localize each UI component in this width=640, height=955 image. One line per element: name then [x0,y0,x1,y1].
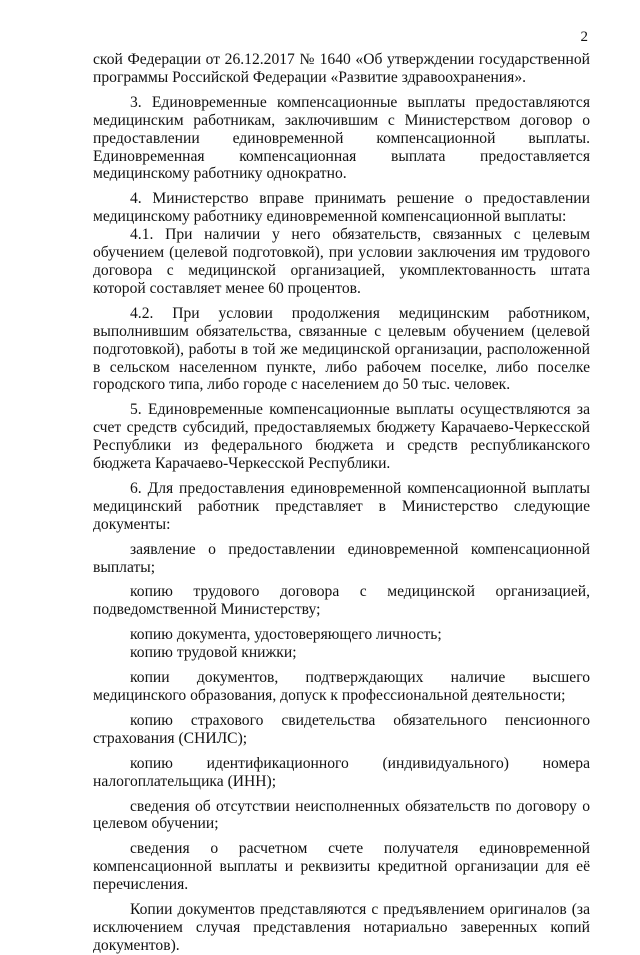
page-number: 2 [580,29,588,45]
document-list-item: заявление о предоставлении единовременной компенсационной выплаты; [93,540,590,576]
document-list-item: копию трудового договора с медицинской организацией, подведомственной Министерству; [93,583,590,619]
document-list-item: копии документов, подтверждающих наличие высшего медицинского образования, допуск к профессиональной деятельности; [93,669,590,704]
paragraph-continuation: ской Федерации от 26.12.2017 № 1640 «Об утверждении государственной программы Российской Федерации «Развитие здравоохранения». [93,51,590,86]
document-list-item: копию идентификационного (индивидуального) номера налогоплательщика (ИНН); [93,754,590,790]
paragraph-4-2: 4.2. При условии продолжения медицинским работником, выполнившим обязательства, связанные с целевым обучением (целевой подготовкой), работы в той же медицинской организации, расположенной в сельском населенном пункте, либо рабочем поселке, либо поселке городского типа, либо городе с населением до 50 тыс. человек. [93,304,590,394]
paragraph-3: 3. Единовременные компенсационные выплаты предоставляются медицинским работникам, заключившим с Министерством договор о предоставлении единовременной компенсационной выплаты. Единовременная компенсационная выплата предоставляется медицинскому работнику однократно. [93,93,590,183]
paragraph-4: 4. Министерство вправе принимать решение о предоставлении медицинскому работнику единовременной компенсационной выплаты: [93,190,590,226]
paragraph-4-1: 4.1. При наличии у него обязательств, связанных с целевым обучением (целевой подготовкой), при условии заключения им трудового договора с медицинской организацией, укомплектованность штата которой составляет менее 60 процентов. [93,226,590,297]
paragraph-5: 5. Единовременные компенсационные выплаты осуществляются за счет средств субсидий, предоставляемых бюджету Карачаево-Черкесской Республики из федерального бюджета и средств республиканского бюджета Карачаево-Черкесской Республики. [93,401,590,473]
document-list-item: сведения о расчетном счете получателя единовременной компенсационной выплаты и реквизиты кредитной организации для её перечисления. [93,840,590,894]
paragraph-6: 6. Для предоставления единовременной компенсационной выплаты медицинский работник представляет в Министерство следующие документы: [93,479,590,533]
document-list-item: копию страхового свидетельства обязательного пенсионного страхования (СНИЛС); [93,711,590,747]
document-list-item: копию трудовой книжки; [130,644,297,662]
paragraph-closing: Копии документов представляются с предъявлением оригиналов (за исключением случая представления нотариально заверенных копий документов). [93,901,590,954]
document-body [93,51,590,955]
document-list-item: копию документа, удостоверяющего личность; [130,626,442,644]
document-list-item: сведения об отсутствии неисполненных обязательств по договору о целевом обучении; [93,797,590,833]
